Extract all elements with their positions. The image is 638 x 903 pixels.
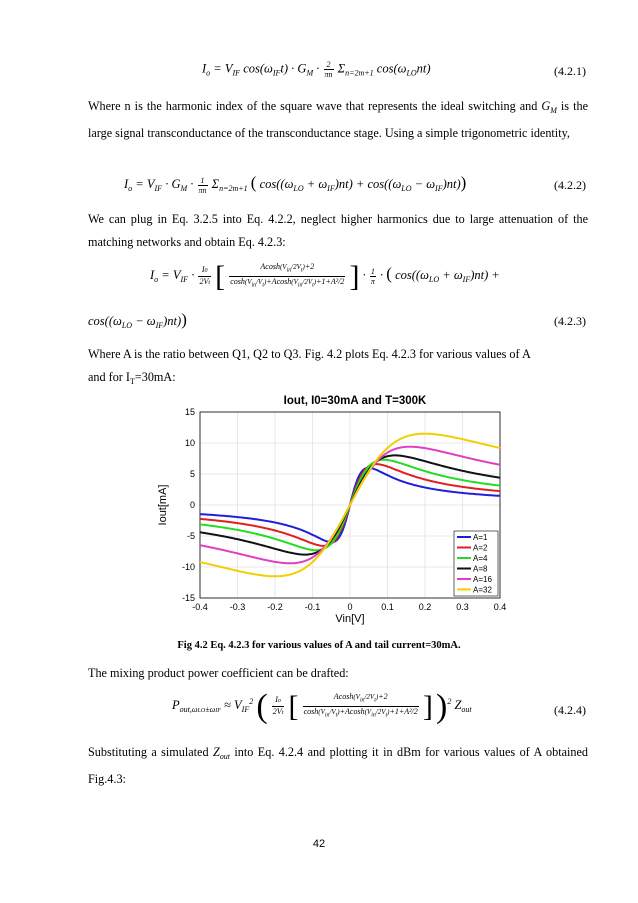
- equation-number-4-2-1: (4.2.1): [554, 64, 586, 78]
- y-tick-label: 10: [184, 438, 195, 448]
- x-tick-label: 0.4: [493, 602, 507, 612]
- equation-4-2-4: $P_{out,\omega LO\pm\omega IF} \approx V_{IF}^2$ ( $\frac{Io}{2Vt}$ [ $\frac{Acosh(V_{in}/2V_t)+2}{\cosh(V_{in}/V_t)+Acosh(V_{in}/2V_t)+1+A^2/2}$ ] )$^2$ $Z_{out}$: [172, 688, 472, 725]
- equation-4-2-2: $I_o = V_{IF} \cdot G_M$ · $\frac{1}{\pi n}$ $\Sigma_{n=2m+1}$ ( $\cos((\omega_{LO} + \omega_{IF})nt) + \cos((\omega_{LO} - \omega_{IF})nt)$): [124, 173, 467, 195]
- equation-4-2-3-line-1: $I_o = V_{IF}$ · $\frac{I0}{2Vt}$ [ $\frac{Acosh(V_{in}/2V_t)+2}{\cosh(V_{in}/V_t)+Acosh(V_{in}/2V_t)+1+A^2/2}$ ] · $\frac{1}{\pi}$ · ( $\cos((\omega_{LO} + \omega_{IF})nt)$ +: [150, 260, 500, 293]
- paragraph-4: The mixing product power coefficient can be drafted:: [88, 666, 349, 680]
- y-tick-label: -5: [186, 531, 195, 541]
- x-tick-label: 0.2: [418, 602, 432, 612]
- paragraph-5: Substituting a simulated $Z_{out}$ into Eq. 4.2.4 and plotting it in dBm for various values of A obtained Fig.4.3:: [88, 745, 588, 786]
- x-tick-label: -0.3: [229, 602, 246, 612]
- paragraph-2: We can plug in Eq. 3.2.5 into Eq. 4.2.2, neglect higher harmonics due to large attenuation of the matching networks and obtain Eq. 4.2.3:: [88, 212, 588, 249]
- x-axis-label: Vin[V]: [335, 613, 365, 625]
- legend-label: A=32: [473, 585, 492, 595]
- y-axis-label: Iout[mA]: [157, 484, 169, 526]
- equation-4-2-1: $I_o = V_{IF}$ $\cos(\omega_{IF}t) \cdot G_M$ · $\frac{2}{\pi n}$ $\Sigma_{n=2m+1}$ $\cos(\omega_{LO}nt)$: [202, 60, 431, 79]
- x-tick-label: 0.1: [381, 602, 394, 612]
- paragraph-3: Where A is the ratio between Q1, Q2 to Q3. Fig. 4.2 plots Eq. 4.2.3 for various values of A and for $I_T=30mA$:: [88, 347, 531, 386]
- chart-title: Iout, I0=30mA and T=300K: [283, 395, 427, 407]
- y-tick-label: -10: [181, 562, 195, 572]
- equation-number-4-2-4: (4.2.4): [554, 703, 586, 717]
- x-tick-label: 0.3: [456, 602, 469, 612]
- equation-number-4-2-2: (4.2.2): [554, 178, 586, 192]
- paragraph-1: Where n is the harmonic index of the square wave that represents the ideal switching and $G_M$ is the large signal transconductance of the transconductance stage. Using a simple trigonometric identity,: [88, 99, 588, 140]
- legend-label: A=8: [473, 564, 488, 574]
- y-tick-label: 5: [189, 469, 195, 479]
- equation-number-4-2-3: (4.2.3): [554, 314, 586, 328]
- x-tick-label: -0.2: [267, 602, 283, 612]
- legend-label: A=4: [473, 554, 488, 563]
- iout-chart: [150, 388, 510, 628]
- equation-4-2-3-line-2: $\cos((\omega_{LO} - \omega_{IF})nt)$): [88, 310, 187, 330]
- x-tick-label: 0: [347, 602, 353, 612]
- legend-label: A=2: [473, 543, 488, 553]
- chart-legend: [454, 531, 498, 596]
- figure-caption: Fig 4.2 Eq. 4.2.3 for various values of A and tail current=30mA.: [177, 640, 461, 651]
- legend-label: A=1: [473, 533, 488, 542]
- y-tick-label: 0: [189, 500, 195, 510]
- legend-label: A=16: [473, 575, 492, 584]
- page-number: 42: [312, 838, 326, 850]
- y-tick-label: -15: [181, 593, 195, 603]
- y-tick-label: 15: [184, 407, 195, 417]
- x-tick-label: -0.1: [304, 602, 321, 612]
- x-tick-label: -0.4: [192, 602, 208, 612]
